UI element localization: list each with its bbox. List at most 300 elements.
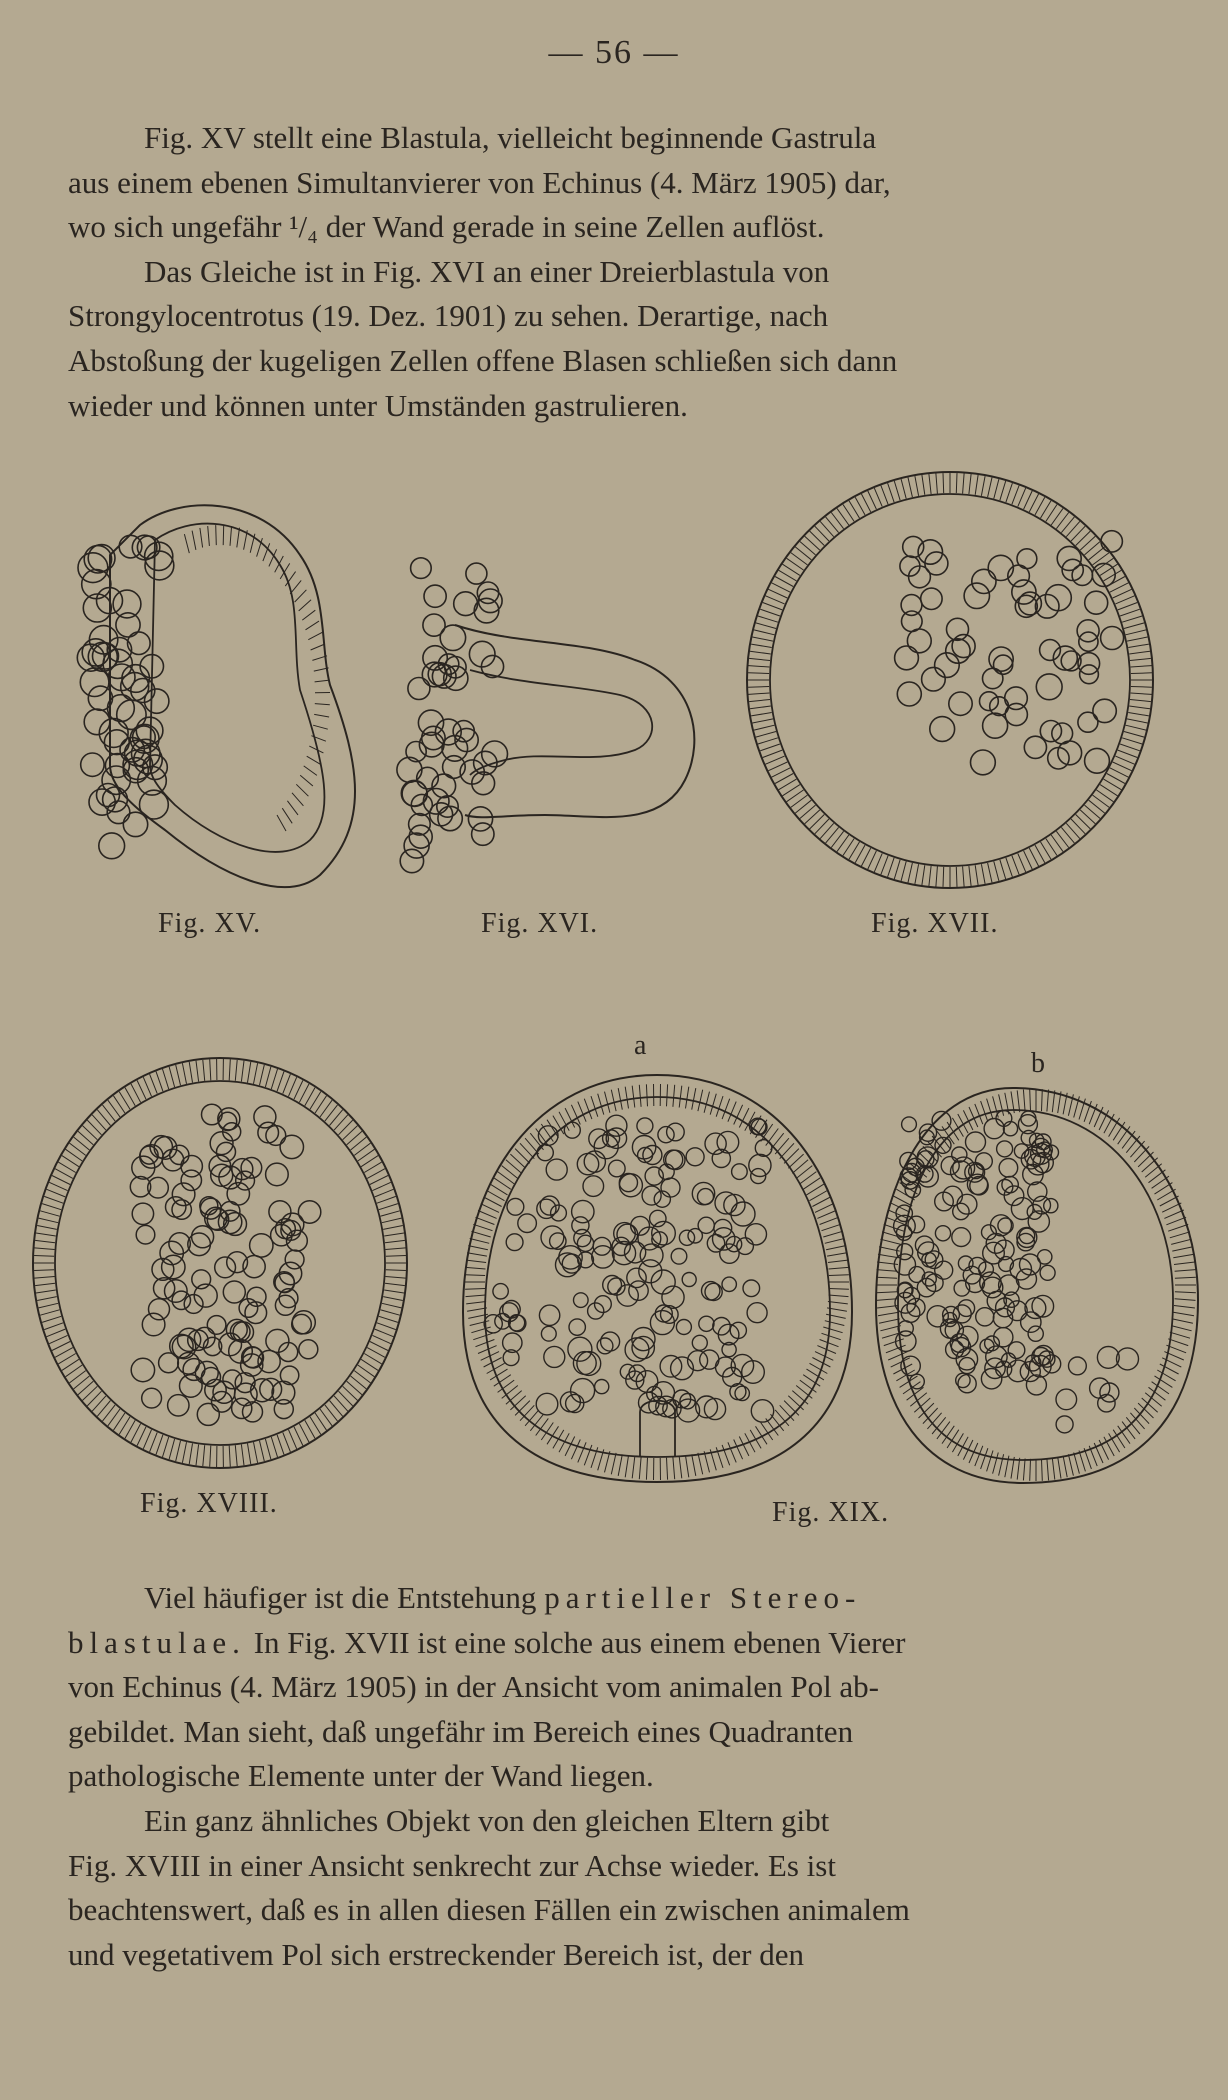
hatch-line [763,603,783,610]
text-line: und vegetativem Pol sich erstreckender Bereich ist, der den [68,1936,804,1972]
hatch-line [734,1105,743,1125]
hatch-line [975,1446,983,1466]
hatch-line [1110,768,1129,777]
hatch-line [150,1432,158,1451]
cell [298,1201,320,1223]
cell [588,1303,604,1319]
hatch-line [260,1441,265,1461]
cell [401,780,427,806]
hatch-line [375,1329,394,1337]
hatch-line [611,1453,616,1474]
hatch-line [878,1312,899,1316]
hatch-line [280,563,290,579]
cell [566,1394,584,1412]
hatch-line [307,756,321,764]
text-line: aus einem ebenen Simultanvierer von Echinus (4. März 1905) dar, [68,164,891,200]
hatch-line [39,1218,59,1223]
hatch-line [208,526,210,546]
cell [299,1340,318,1359]
hatch-line [254,1063,258,1084]
cell [1078,712,1098,732]
hatch-line [1000,860,1006,879]
hatch-line [1024,491,1033,509]
cell [285,1250,304,1269]
cell [991,1215,1012,1236]
hatch-line [237,528,240,548]
hatch-line [679,1457,682,1479]
cell-cluster [77,535,174,858]
cell [223,1281,245,1303]
hatch-line [248,1444,251,1465]
hatch-line [1000,481,1006,500]
cell [99,833,125,859]
hatch-line [625,1087,628,1109]
hatch-line [277,1071,284,1091]
hatch-line [36,1233,56,1236]
hatch-line [981,1448,988,1469]
hatch-line [44,1196,63,1203]
hatch-line [686,1456,689,1478]
hatch-line [823,1327,842,1333]
hatch-line [383,1226,403,1230]
figure-xvii-caption: Fig. XVII. [871,908,999,939]
hatch-line [377,1323,396,1330]
cell [682,1273,696,1287]
hatch-line [277,1435,284,1455]
hatch-line [828,1260,848,1262]
cell [730,1384,746,1400]
cell [564,1122,580,1138]
hatch-line [137,1080,146,1099]
hatch-line [381,1310,400,1315]
hatch-line [289,1430,297,1449]
hatch-line [386,1248,406,1250]
cell [601,1332,620,1351]
hatch-line [1042,1459,1043,1481]
hatch-line [810,1191,828,1201]
hatch-line [176,1441,181,1461]
cell [1057,546,1081,570]
hatch-line [35,1283,55,1285]
cell [272,1381,295,1404]
cell [897,682,921,706]
hatch-line [766,756,785,764]
hatch-line [466,1302,486,1304]
cell [1007,1360,1029,1382]
cell [1056,1416,1073,1433]
cell [142,1313,165,1336]
cell [423,614,445,636]
hatch-line [230,526,232,546]
hatch-line [1063,1456,1067,1478]
cell [952,1228,971,1247]
hatch-line [768,589,787,598]
hatch-line [1122,738,1142,744]
hatch-line [1029,494,1038,512]
hatch-line [189,1444,192,1465]
cell [404,833,429,858]
hatch-line [698,1090,703,1111]
hatch-line [1131,693,1152,694]
cell [539,1305,559,1325]
hatch-line [1166,1217,1186,1225]
hatch-line [163,1069,169,1089]
cell [510,1315,526,1331]
hatch-line [189,1062,192,1083]
hatch-line [888,483,895,502]
hatch-line [295,590,307,602]
hatch-line [182,1442,186,1463]
hatch-line [58,1354,75,1364]
cell [747,1303,767,1323]
page-number: — 56 — [548,34,680,71]
hatch-line [999,1454,1004,1475]
hatch-line [282,808,292,823]
cell [574,1293,589,1308]
hatch-line [618,1454,622,1476]
cell [266,1329,289,1352]
cell [1069,1357,1087,1375]
hatch-line [874,853,882,872]
hatch-line [196,1445,199,1466]
text-line [68,1576,1166,1621]
hatch-line [618,1088,622,1110]
cell [625,1338,649,1362]
hatch-line [915,864,919,884]
cell [269,1201,291,1223]
hatch-line [1126,725,1146,730]
cell [935,1261,953,1279]
hatch-line [1017,1458,1020,1480]
hatch-line [751,713,772,716]
cell [217,1142,236,1161]
hatch-line [1171,1326,1191,1331]
hatch-line [1047,1090,1049,1112]
hatch-line [639,1085,641,1107]
text-line: Das Gleiche ist in Fig. XVI an einer Dreierblastula von [144,253,830,289]
hatch-line [1115,756,1134,764]
hatch-line [639,1457,641,1479]
hatch-line [646,1084,647,1106]
text-line: pathologische Elemente unter der Wand liegen. [68,1758,654,1794]
cell [983,668,1003,688]
hatch-line [377,1196,396,1203]
hatch-line [1175,1292,1196,1293]
hatch-line [947,1122,959,1140]
cell [195,1361,218,1384]
cell [518,1214,537,1233]
cell [232,1398,252,1418]
cell [81,753,104,776]
hatch-line [565,1437,575,1456]
hatch-line [1168,1224,1188,1231]
cell [541,1326,556,1341]
hatch-line [876,1277,897,1278]
cell [537,1199,556,1218]
hatch-line [943,473,944,493]
hatch-line [1162,1203,1181,1212]
cell [188,1233,211,1256]
hatch-line [1173,1254,1194,1258]
cell [236,1171,255,1190]
hatch-line [1118,603,1138,610]
hatch-line [370,1342,388,1351]
cell [254,1106,276,1128]
cell [546,1159,567,1180]
hatch-line [1170,1332,1190,1338]
hatch-line [306,621,320,630]
hatch-line [827,1253,847,1256]
hatch-line [692,1088,696,1110]
hatch-line [42,1204,61,1210]
hatch-line [313,725,328,729]
hatch-line [987,1099,993,1120]
hatch-line [728,1442,736,1462]
cell [972,569,996,593]
hatch-line [963,474,965,494]
cell [671,1249,687,1265]
hatch-line [877,1270,898,1272]
hatch-line [1035,497,1045,515]
hatch-line [768,762,787,771]
cell-cluster [895,531,1124,775]
cell [692,1335,707,1350]
hatch-line [302,610,315,620]
cell [168,1395,189,1416]
hatch-line [1023,1459,1025,1481]
hatch-line [969,866,971,886]
hatch-line [750,651,771,654]
hatch-line [40,1310,59,1315]
cell [731,1202,755,1226]
cell [745,1224,766,1245]
hatch-line [1130,700,1151,702]
hatch-line [632,1086,635,1108]
cell [595,1380,609,1394]
cell [751,1400,773,1422]
cell [197,1403,219,1425]
cell [577,1352,601,1376]
hatch-line [384,1233,404,1236]
hatch-line [861,848,870,866]
hatch-line [244,530,248,549]
cell [207,1316,226,1335]
hatch-line [44,1323,63,1330]
hatch-line [749,658,770,660]
hatch-line [772,768,791,777]
cell [949,692,972,715]
cell [88,686,112,710]
hatch-line [981,1101,988,1122]
hatch-line [265,1067,271,1087]
text-line: Fig. XVIII in einer Ansicht senkrecht zur Achse wieder. Es ist [68,1847,836,1883]
cell [219,1112,237,1130]
hatch-line [981,864,985,884]
hatch-line [1170,1232,1190,1238]
cell [676,1320,691,1335]
hatch-line [751,644,772,647]
hatch-line [828,1302,848,1304]
cell-cluster [397,558,508,873]
cell [640,1244,663,1267]
cell [664,1150,683,1169]
hatch-line [994,861,999,881]
hatch-line [367,1348,385,1358]
cell [569,1319,585,1335]
hatch-line [758,616,778,622]
hatch-line [1023,1090,1025,1112]
hatch-line [815,1204,833,1213]
hatch-line [466,1295,486,1297]
hatch-line [929,866,931,886]
hatch-line [296,784,308,796]
text-line: von Echinus (4. März 1905) in der Ansicht vom animalen Pol ab- [68,1669,880,1705]
cell [609,1160,626,1177]
hatch-line [283,1432,291,1451]
hatch-line [470,1321,490,1326]
cell [1085,748,1110,773]
cell [506,1234,523,1251]
hatch-line [881,856,888,875]
hatch-line [1122,1131,1135,1148]
hatch-line [1018,488,1026,507]
cell [192,1270,211,1289]
paragraph-bottom [68,1576,1166,1977]
hatch-line [1035,845,1045,863]
text-line: Ein ganz ähnliches Objekt von den gleichen Eltern gibt [144,1802,830,1838]
hatch-line [692,1454,696,1476]
hatch-line [1142,1158,1158,1172]
hatch-line [468,1246,488,1250]
hatch-line [775,577,793,587]
hatch-line [987,1451,993,1472]
figure-xix-label-b: b [1031,1048,1045,1079]
cell [970,1177,988,1195]
cell [172,1335,195,1358]
hatch-line [825,1321,845,1326]
cell [292,1314,312,1334]
cell [149,1299,170,1320]
hatch-line [241,1445,244,1466]
hatch-line [299,600,311,611]
hatch-line [625,1456,628,1478]
cell [749,1154,771,1176]
hatch-line [880,1239,900,1244]
hatch-line [825,1239,845,1244]
hatch-line [704,1451,709,1472]
figure-xix-caption: Fig. XIX. [772,1497,890,1528]
cell [128,632,151,655]
cell [243,1402,263,1422]
hatch-line [299,1424,309,1442]
hatch-line [34,1270,54,1271]
cell [661,1178,680,1197]
hatch-line [1172,1247,1193,1251]
hatch-line [254,1442,258,1463]
hatch-line [383,1297,403,1301]
cell [1021,1111,1036,1126]
cell [999,1159,1018,1178]
cell [737,1238,754,1255]
cell [958,1375,976,1393]
cell [1056,1389,1077,1410]
cell [1040,1265,1055,1280]
hatch-line [294,1427,303,1446]
hatch-line [1012,856,1019,875]
hatch-line [283,1074,291,1093]
spaced-term: blastulae. [68,1624,246,1660]
hatch-line [1113,589,1132,598]
wall-hatching [465,1084,849,1480]
hatch-line [277,815,286,831]
cell [584,1151,605,1172]
paragraph-top [68,116,1166,428]
hatch-line [855,497,865,515]
hatch-line [908,478,912,498]
cell [397,757,422,782]
cell [493,1284,508,1299]
hatch-line [981,476,985,496]
hatch-line [1113,762,1132,771]
hatch-line [466,1260,486,1262]
hatch-line [829,1295,849,1297]
hatch-line [1079,1451,1085,1472]
hatch-line [775,774,793,784]
figure-xvii-drawing [745,470,1155,890]
hatch-line [829,1275,849,1276]
cell [572,1200,594,1222]
hatch-line [812,1358,830,1368]
hatch-line [465,1289,485,1290]
hatch-line [163,1437,169,1457]
hatch-line [988,478,992,498]
hatch-line [766,596,785,604]
hatch-line [241,1061,244,1082]
cell [131,1358,154,1381]
hatch-line [1006,858,1013,877]
hatch-line [922,865,925,885]
hatch-line [37,1297,57,1301]
cell [603,1130,620,1147]
cell [985,1336,1000,1351]
hatch-line [1129,706,1150,709]
hatch-line [750,706,771,709]
hatch-line [877,1299,898,1301]
hatch-line [763,750,783,757]
cell [921,588,942,609]
hatch-line [367,1169,385,1179]
hatch-line [1130,1413,1144,1429]
hatch-line [1118,750,1138,757]
hatch-line [1084,1448,1091,1469]
hatch-line [1124,623,1144,629]
hatch-line [894,860,900,879]
cell [935,1226,950,1241]
hatch-line [829,1267,849,1269]
cell [707,1235,724,1252]
hatch-line [812,1197,830,1207]
cell [897,1244,913,1260]
hatch-line [200,528,203,548]
figure-xvi-drawing [395,565,715,875]
cell [595,1296,612,1313]
cell [544,1346,565,1367]
hatch-line [143,1430,151,1449]
hatch-line [988,863,992,883]
cell [1028,1182,1047,1201]
hatch-line [894,481,900,500]
hatch-line [169,1067,175,1087]
